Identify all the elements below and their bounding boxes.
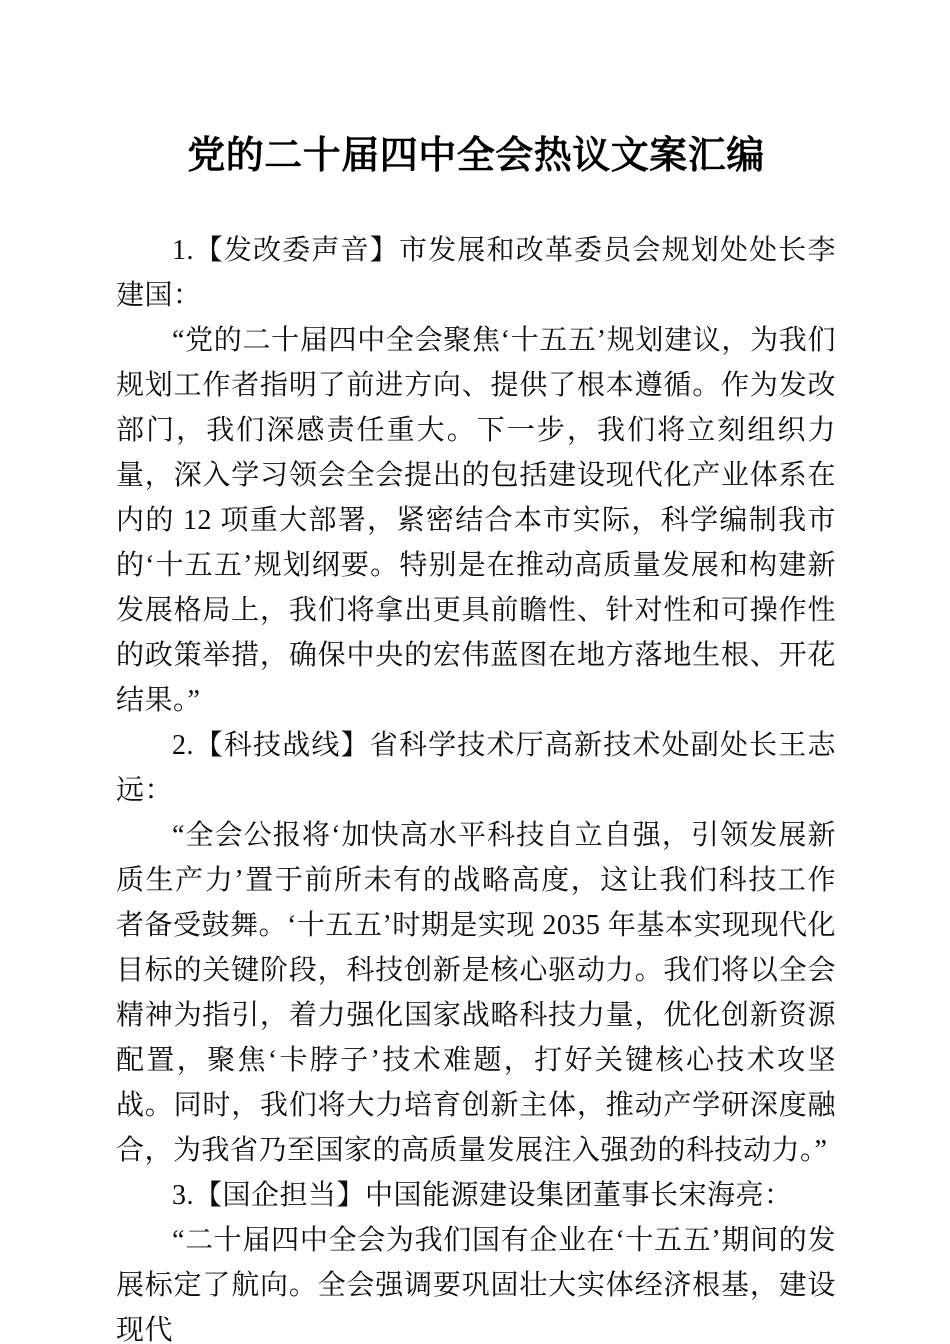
- quote-paragraph-2: “全会公报将‘加快高水平科技自立自强，引领发展新质生产力’置于前所未有的战略高度，这让我们科技工作者备受鼓舞。‘十五五’时期是实现 2035 年基本实现现代化目标的关键阶段，科技创新是核心驱动力。我们将以全会精神为指引，着力强化国家战略科技力量，优化创新资源配置，聚焦‘卡脖子’技术难题，打好关键核心技术攻坚战。同时，我们将大力培育创新主体，推动产学研深度融合，为我省乃至国家的高质量发展注入强劲的科技动力。”: [116, 820, 836, 1166]
- numbered-heading-1: 1.【发改委声音】市发展和改革委员会规划处处长李建国：: [116, 235, 836, 311]
- numbered-heading-3: 3.【国企担当】中国能源建设集团董事长宋海亮：: [172, 1180, 793, 1211]
- quote-paragraph-1: “党的二十届四中全会聚焦‘十五五’规划建议，为我们规划工作者指明了前进方向、提供了根本遵循。作为发改部门，我们深感责任重大。下一步，我们将立刻组织力量，深入学习领会全会提出的包括建设现代化产业体系在内的 12 项重大部署，紧密结合本市实际，科学编制我市的‘十五五’规划纲要。特别是在推动高质量发展和构建新发展格局上，我们将拿出更具前瞻性、针对性和可操作性的政策举措，确保中央的宏伟蓝图在地方落地生根、开花结果。”: [116, 325, 836, 716]
- numbered-heading-2: 2.【科技战线】省科学技术厅高新技术处副处长王志远：: [116, 730, 836, 806]
- document-title: 党的二十届四中全会热议文案汇编: [187, 135, 765, 177]
- quote-paragraph-3-truncated: “二十届四中全会为我们国有企业在‘十五五’期间的发展标定了航向。全会强调要巩固壮大实体经济根基，建设现代: [116, 1225, 836, 1344]
